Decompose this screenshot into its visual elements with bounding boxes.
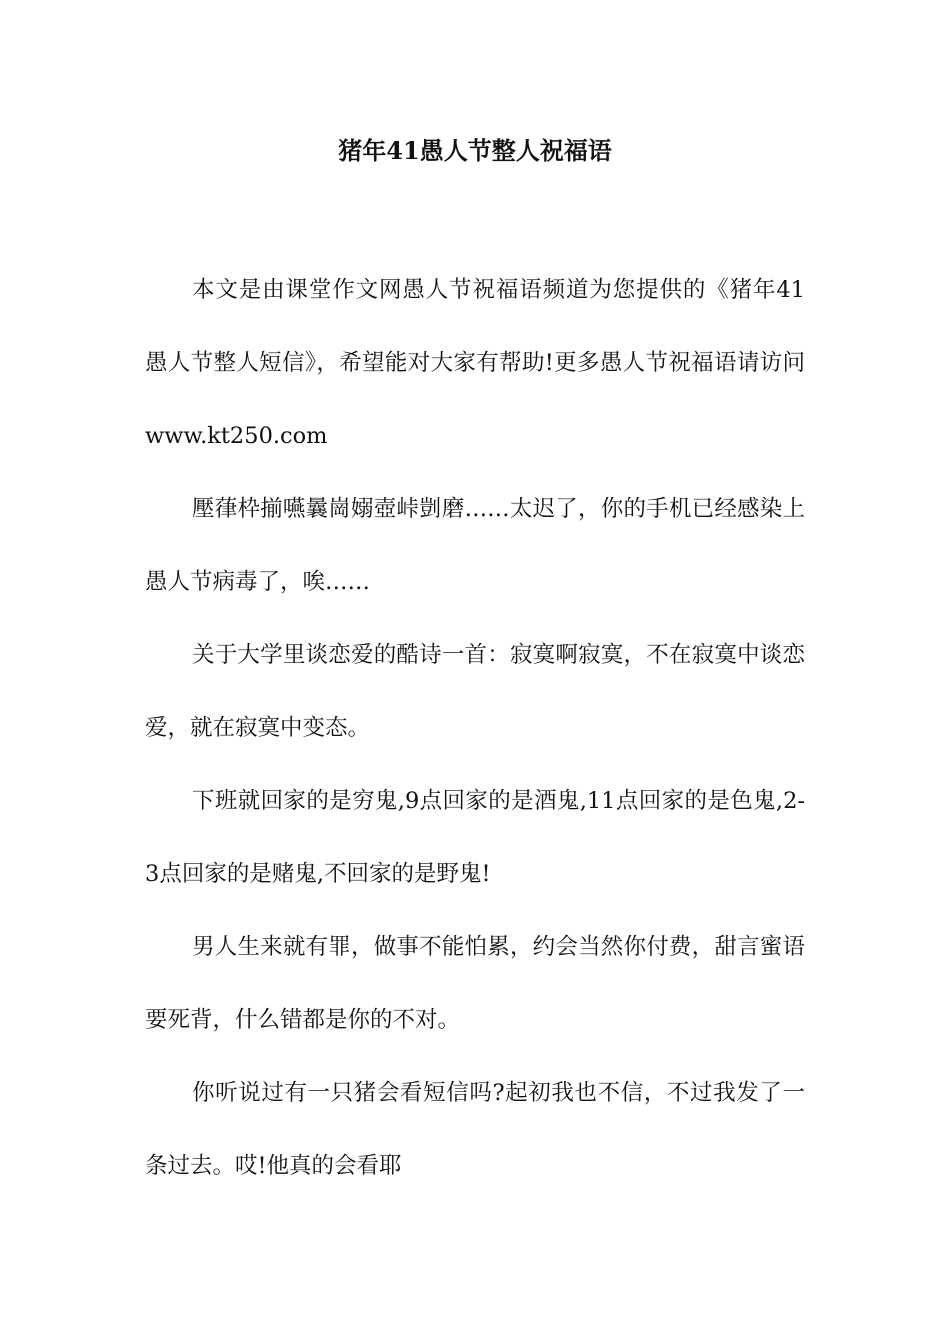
paragraph-5: 男人生来就有罪，做事不能怕累，约会当然你付费，甜言蜜语要死背，什么错都是你的不对。 (145, 934, 805, 1033)
paragraph-4: 下班就回家的是穷鬼,9点回家的是酒鬼,11点回家的是色鬼,2-3点回家的是赌鬼,不回家的是野鬼! (145, 788, 805, 887)
document-title: 猪年41愚人节整人祝福语 (338, 136, 612, 165)
paragraph-intro: 本文是由课堂作文网愚人节祝福语频道为您提供的《猪年41愚人节整人短信》，希望能对大家有帮助!更多愚人节祝福语请访问www.kt250.com (145, 277, 805, 449)
paragraph-2: 壓葎枠揃嚥曩崗嫋壺峠剴磨……太迟了，你的手机已经感染上愚人节病毒了，唉…… (145, 496, 805, 595)
document-body (145, 254, 805, 1203)
paragraph-6: 你听说过有一只猪会看短信吗?起初我也不信，不过我发了一条过去。哎!他真的会看耶 (145, 1080, 805, 1179)
paragraph-3: 关于大学里谈恋爱的酷诗一首：寂寞啊寂寞，不在寂寞中谈恋爱，就在寂寞中变态。 (145, 642, 805, 741)
